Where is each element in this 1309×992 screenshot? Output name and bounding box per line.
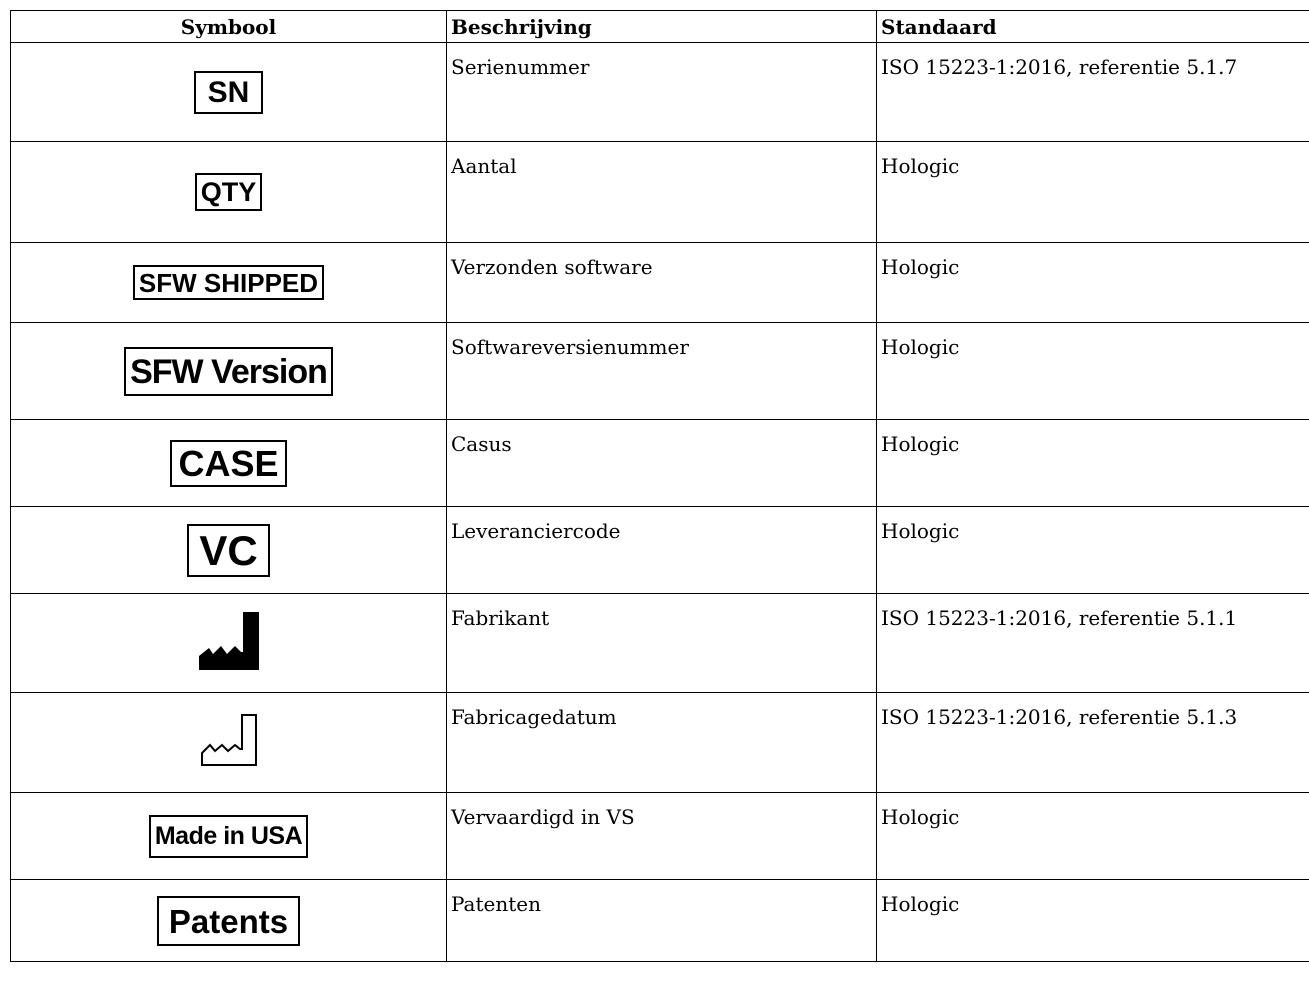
table-row — [11, 420, 1309, 507]
description-cell: Fabricagedatum — [447, 693, 877, 793]
table-row — [11, 243, 1309, 323]
table-row — [11, 43, 1309, 142]
symbol-cell — [11, 693, 447, 793]
quantity-symbol: QTY — [195, 173, 263, 211]
description-cell: Verzonden software — [447, 243, 877, 323]
standard-cell: Hologic — [877, 323, 1309, 420]
made-in-usa-symbol: Made in USA — [149, 815, 308, 858]
table-row — [11, 594, 1309, 693]
description-cell: Serienummer — [447, 43, 877, 142]
table-row — [11, 880, 1309, 962]
software-version-symbol: SFW Version — [124, 347, 333, 396]
standard-cell: ISO 15223-1:2016, referentie 5.1.1 — [877, 594, 1309, 693]
header-standard: Standaard — [877, 11, 1309, 43]
case-symbol: CASE — [170, 440, 286, 487]
standard-cell: Hologic — [877, 420, 1309, 507]
standard-cell: ISO 15223-1:2016, referentie 5.1.3 — [877, 693, 1309, 793]
symbol-cell — [11, 43, 447, 142]
symbol-cell — [11, 507, 447, 594]
table-row — [11, 793, 1309, 880]
table-row — [11, 142, 1309, 243]
symbol-cell — [11, 793, 447, 880]
symbol-cell — [11, 880, 447, 962]
symbol-cell — [11, 243, 447, 323]
vendor-code-symbol: VC — [187, 524, 269, 577]
standard-cell: Hologic — [877, 243, 1309, 323]
standard-cell: Hologic — [877, 880, 1309, 962]
description-cell: Leveranciercode — [447, 507, 877, 594]
symbols-table — [10, 10, 1309, 962]
serial-number-symbol: SN — [194, 71, 264, 114]
software-shipped-symbol: SFW SHIPPED — [133, 265, 324, 300]
standard-cell: Hologic — [877, 142, 1309, 243]
standard-cell: Hologic — [877, 793, 1309, 880]
description-cell: Aantal — [447, 142, 877, 243]
symbol-cell — [11, 594, 447, 693]
standard-cell: ISO 15223-1:2016, referentie 5.1.7 — [877, 43, 1309, 142]
header-description: Beschrijving — [447, 11, 877, 43]
symbol-cell — [11, 142, 447, 243]
symbol-cell — [11, 323, 447, 420]
table-row — [11, 323, 1309, 420]
description-cell: Patenten — [447, 880, 877, 962]
patents-symbol: Patents — [157, 896, 300, 946]
description-cell: Softwareversienummer — [447, 323, 877, 420]
table-row — [11, 693, 1309, 793]
description-cell: Fabrikant — [447, 594, 877, 693]
description-cell: Casus — [447, 420, 877, 507]
standard-cell: Hologic — [877, 507, 1309, 594]
date-of-manufacture-icon — [200, 713, 258, 772]
table-header-row — [11, 11, 1309, 43]
description-cell: Vervaardigd in VS — [447, 793, 877, 880]
table-row — [11, 507, 1309, 594]
header-symbol: Symbool — [11, 11, 447, 43]
manufacturer-icon — [197, 610, 261, 677]
symbol-cell — [11, 420, 447, 507]
